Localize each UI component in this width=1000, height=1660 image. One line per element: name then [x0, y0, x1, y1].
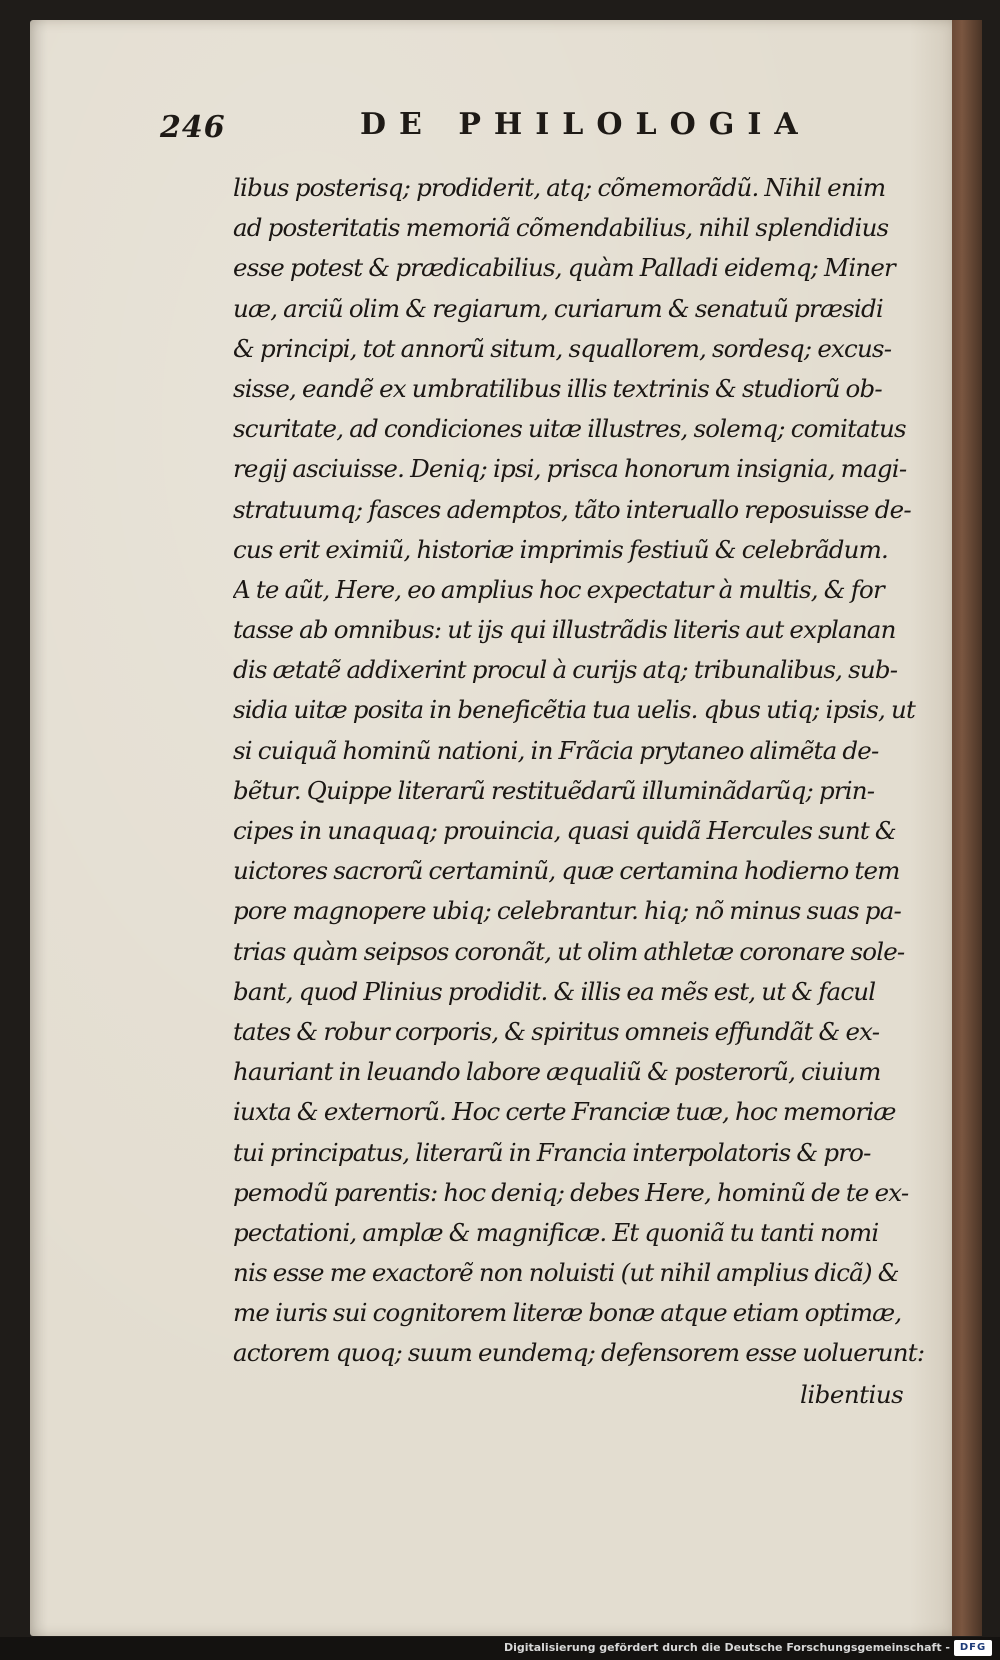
text-line: stratuumq; fasces ademptos, tãto interuallo reposuisse de- [233, 494, 911, 524]
text-line: cipes in unaquaq; prouincia, quasi quidã Hercules sunt & [233, 816, 896, 845]
page-number: 246 [160, 110, 226, 145]
catchword: libentius [800, 1380, 904, 1409]
text-line: cus erit eximiũ, historiæ imprimis festiuũ & celebrãdum. [233, 534, 888, 564]
text-line: uictores sacrorũ certaminũ, quæ certamina hodierno tem [233, 856, 900, 886]
text-line: & principi, tot annorũ situm, squallorem, sordesq; excus- [233, 333, 892, 363]
text-line: nis esse me exactorẽ non noluisti (ut nihil amplius dicã) & [233, 1258, 899, 1288]
text-line: trias quàm seipsos coronãt, ut olim athletæ coronare sole- [233, 936, 905, 966]
text-line: pectationi, amplæ & magnificæ. Et quoniã tu tanti nomi [233, 1217, 879, 1247]
text-line: tasse ab omnibus: ut ijs qui illustrãdis literis aut explanan [233, 615, 896, 645]
book-edge [952, 20, 982, 1636]
text-line: iuxta & externorũ. Hoc certe Franciæ tuæ, hoc memoriæ [233, 1097, 896, 1127]
text-line: actorem quoq; suum eundemq; defensorem esse uoluerunt: [233, 1338, 925, 1368]
text-line: sidia uitæ posita in beneficẽtia tua uelis. qbus utiq; ipsis, ut [233, 695, 916, 725]
text-line: pore magnopere ubiq; celebrantur. hiq; nõ minus suas pa- [233, 896, 901, 926]
text-line: dis ætatẽ addixerint procul à curijs atq; tribunalibus, sub- [233, 655, 898, 685]
text-line: bant, quod Plinius prodidit. & illis ea mẽs est, ut & facul [233, 976, 876, 1006]
text-line: tates & robur corporis, & spiritus omneis effundãt & ex- [233, 1016, 880, 1046]
footer-bar [0, 1637, 1000, 1660]
text-line: libus posterisq; prodiderit, atq; cõmemorãdũ. Nihil enim [233, 173, 886, 202]
text-line: si cuiquã hominũ nationi, in Frãcia prytaneo alimẽta de- [233, 735, 879, 765]
text-line: scuritate, ad condiciones uitæ illustres, solemq; comitatus [233, 414, 906, 444]
running-head: DE PHILOLOGIA [360, 107, 811, 142]
dfg-logo-icon: DFG [954, 1640, 992, 1656]
text-line: bẽtur. Quippe literarũ restituẽdarũ illuminãdarũq; prin- [233, 775, 875, 805]
body-text [233, 168, 953, 1374]
text-line: regij asciuisse. Deniq; ipsi, prisca honorum insignia, magi- [233, 454, 907, 484]
text-line: uæ, arciũ olim & regiarum, curiarum & senatuũ præsidi [233, 293, 883, 323]
funding-credit: Digitalisierung gefördert durch die Deutsche Forschungsgemeinschaft - [503, 1641, 950, 1654]
text-line: tui principatus, literarũ in Francia interpolatoris & pro- [233, 1137, 871, 1167]
text-line: hauriant in leuando labore æqualiũ & posterorũ, ciuium [233, 1057, 881, 1087]
text-line: pemodũ parentis: hoc deniq; debes Here, hominũ de te ex- [233, 1177, 909, 1207]
text-line: esse potest & prædicabilius, quàm Palladi eidemq; Miner [233, 253, 895, 283]
book-page [30, 20, 956, 1636]
text-line: ad posteritatis memoriã cõmendabilius, nihil splendidius [233, 213, 889, 243]
text-line: A te aũt, Here, eo amplius hoc expectatur à multis, & for [233, 574, 884, 604]
text-line: me iuris sui cognitorem literæ bonæ atque etiam optimæ, [233, 1298, 902, 1328]
text-line: sisse, eandẽ ex umbratilibus illis textrinis & studiorũ ob- [233, 373, 882, 403]
page-header [30, 105, 956, 155]
